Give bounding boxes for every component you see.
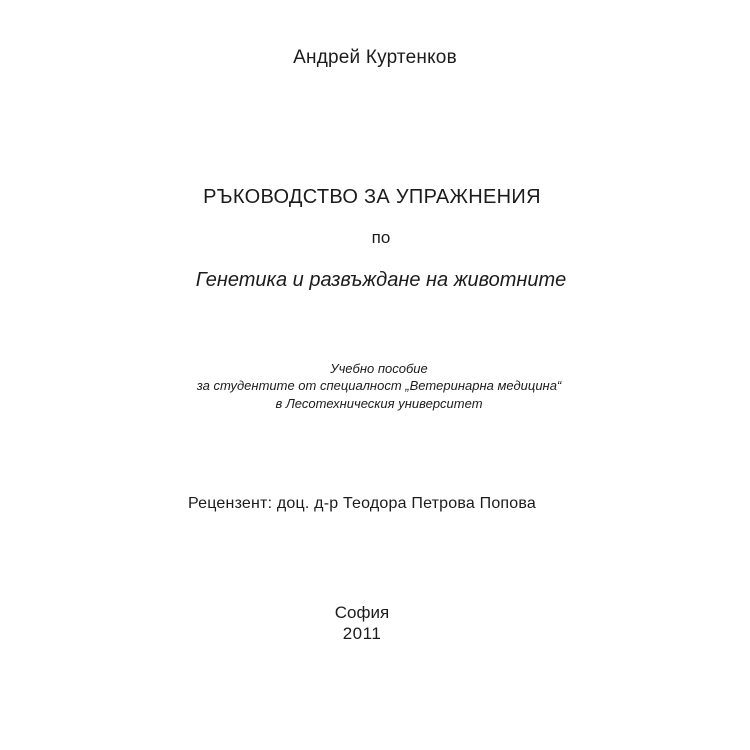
book-title: РЪКОВОДСТВО ЗА УПРАЖНЕНИЯ bbox=[203, 186, 541, 208]
description-line-3: в Лесотехническия университет bbox=[275, 396, 483, 411]
reviewer: Рецензент: доц. д-р Теодора Петрова Попова bbox=[187, 495, 537, 512]
title-connector: по bbox=[371, 228, 391, 247]
author-name: Андрей Куртенков bbox=[293, 47, 457, 68]
publication-year: 2011 bbox=[342, 624, 382, 643]
description-line-2: за студентите от специалност „Ветеринарна медицина“ bbox=[196, 378, 562, 393]
description-line-1: Учебно пособие bbox=[330, 361, 428, 376]
book-subject: Генетика и развъждане на животните bbox=[195, 269, 567, 291]
publication-city: София bbox=[334, 603, 390, 622]
